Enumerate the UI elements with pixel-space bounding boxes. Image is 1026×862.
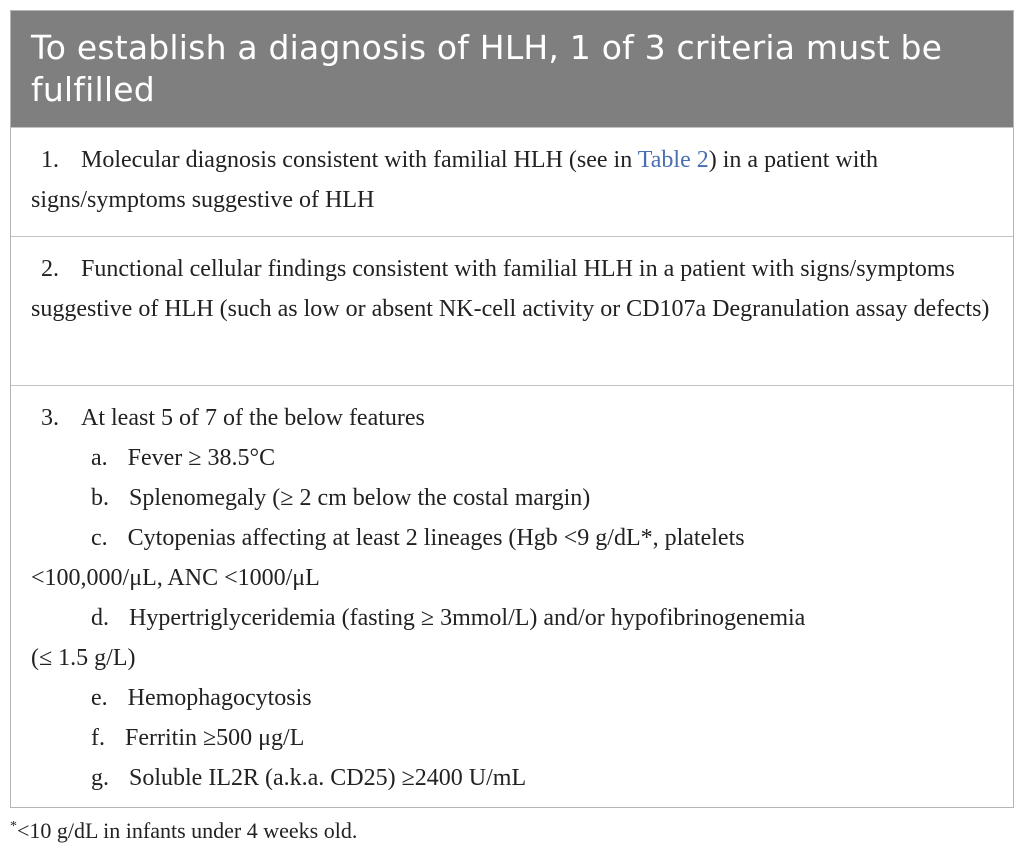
- table-title: To establish a diagnosis of HLH, 1 of 3 criteria must be fulfilled: [31, 28, 943, 109]
- feature-item-d-continued: (≤ 1.5 g/L): [31, 645, 136, 671]
- feature-letter: b.: [91, 485, 109, 511]
- criterion-3-heading: [31, 398, 993, 438]
- table-header: [11, 11, 1013, 127]
- feature-item-e: [31, 678, 993, 718]
- feature-text: Splenomegaly (≥ 2 cm below the costal margin): [129, 485, 591, 511]
- criterion-row-2: [11, 236, 1013, 385]
- feature-letter: g.: [91, 765, 109, 791]
- criteria-table: [10, 10, 1014, 808]
- feature-text: Hypertriglyceridemia (fasting ≥ 3mmol/L) and/or hypofibrinogenemia: [129, 605, 806, 631]
- feature-item-b: [31, 478, 993, 518]
- feature-text: Fever ≥ 38.5°C: [127, 445, 276, 471]
- feature-text: Hemophagocytosis: [127, 685, 312, 711]
- criterion-number: 2.: [41, 256, 59, 282]
- feature-text: Cytopenias affecting at least 2 lineages (Hgb <9 g/dL*, platelets: [127, 525, 745, 551]
- table-footnote: [10, 818, 357, 844]
- footnote-text: <10 g/dL in infants under 4 weeks old.: [17, 818, 358, 843]
- feature-item-g: [31, 758, 993, 798]
- criterion-number: 1.: [41, 147, 59, 173]
- criterion-row-3: [11, 385, 1013, 809]
- criterion-row-1: [11, 127, 1013, 236]
- criterion-text: Functional cellular findings consistent with familial HLH in a patient with signs/symptoms suggestive of HLH (such as low or absent NK-cell activity or CD107a Degranulation assay defects): [31, 256, 990, 322]
- criterion-text: At least 5 of 7 of the below features: [81, 405, 425, 431]
- feature-item-a: [31, 438, 993, 478]
- feature-item-f: [31, 718, 993, 758]
- feature-item-c-continued: <100,000/μL, ANC <1000/μL: [31, 565, 320, 591]
- footnote-mark: *: [10, 819, 17, 834]
- feature-letter: d.: [91, 605, 109, 631]
- feature-item-c: [31, 518, 993, 558]
- feature-letter: f.: [91, 725, 105, 751]
- feature-letter: e.: [91, 685, 108, 711]
- criterion-text-end: ) in a patient with signs/symptoms suggestive of HLH: [31, 147, 879, 213]
- criterion-text: Molecular diagnosis consistent with familial HLH (see in: [81, 147, 638, 173]
- criterion-number: 3.: [41, 405, 59, 431]
- feature-letter: c.: [91, 525, 108, 551]
- table-2-link[interactable]: Table 2: [637, 147, 709, 173]
- feature-text: Ferritin ≥500 μg/L: [125, 725, 305, 751]
- feature-text: Soluble IL2R (a.k.a. CD25) ≥2400 U/mL: [129, 765, 527, 791]
- feature-letter: a.: [91, 445, 108, 471]
- feature-item-d: [31, 598, 993, 638]
